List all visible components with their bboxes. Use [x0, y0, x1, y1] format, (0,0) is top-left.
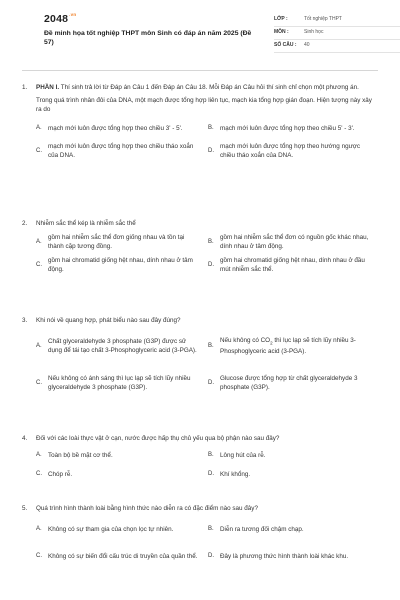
- option-letter: B.: [208, 525, 214, 532]
- question-5: [22, 504, 378, 568]
- option-a[interactable]: [36, 517, 208, 541]
- options-grid: [36, 517, 378, 568]
- question-number: 4.: [22, 435, 28, 442]
- question-1: [22, 83, 378, 161]
- part-instruction: Thí sinh trả lời từ Đáp án Câu 1 đến Đáp án Câu 18. Mỗi Đáp án Câu hỏi thí sinh chỉ chọn một phương án.: [60, 84, 359, 91]
- meta-value: Sinh học: [304, 29, 324, 36]
- option-letter: C.: [36, 552, 42, 559]
- header-divider: [22, 70, 378, 71]
- option-a[interactable]: [36, 118, 208, 138]
- option-text: Diễn ra tương đối chậm chạp.: [220, 525, 304, 533]
- option-text: Toàn bộ bề mặt cơ thể.: [48, 451, 113, 459]
- option-letter: C.: [36, 261, 42, 268]
- option-text: mạch mới luôn được tổng hợp theo chiều tháo xoắn của DNA.: [48, 143, 194, 160]
- option-text-part: Nếu không có CO: [220, 337, 271, 345]
- logo-suffix: .vn: [69, 12, 77, 17]
- exam-meta: [274, 14, 400, 53]
- option-b[interactable]: [208, 232, 380, 252]
- option-letter: B.: [208, 125, 214, 132]
- option-letter: D.: [208, 261, 214, 268]
- option-b[interactable]: [208, 447, 380, 463]
- option-text: Nếu không có ánh sáng thì lục lạp sẽ tích lũy nhiều glyceraldehyde 3 phosphate (G3P).: [48, 375, 191, 392]
- option-c[interactable]: [36, 141, 208, 161]
- option-text: Đây là phương thức hình thành loài khác khu.: [220, 552, 349, 560]
- option-c[interactable]: [36, 544, 208, 568]
- option-a[interactable]: [36, 232, 208, 252]
- option-text: gồm hai chromatid giống hệt nhau, dính nhau ở tâm động.: [48, 257, 193, 274]
- question-text: Nhiễm sắc thể kép là nhiễm sắc thể: [36, 220, 136, 227]
- option-text: Không có sự biến đổi cấu trúc di truyền của quần thể.: [48, 552, 198, 560]
- option-letter: B.: [208, 342, 214, 349]
- option-text: Khí khổng.: [220, 470, 251, 478]
- question-2: [22, 219, 378, 275]
- site-logo[interactable]: [44, 12, 76, 27]
- meta-row-count: [274, 40, 400, 53]
- option-a[interactable]: [36, 329, 208, 363]
- option-text: mạch mới luôn được tổng hợp theo hướng ngược chiều tháo xoắn của DNA.: [220, 143, 361, 160]
- question-text: Khi nói về quang hợp, phát biểu nào sau đây đúng?: [36, 317, 181, 324]
- option-d[interactable]: [208, 255, 380, 275]
- option-letter: C.: [36, 379, 42, 386]
- option-a[interactable]: [36, 447, 208, 463]
- meta-value: 40: [304, 42, 310, 49]
- option-letter: A.: [36, 451, 42, 458]
- option-letter: D.: [208, 148, 214, 155]
- option-letter: D.: [208, 552, 214, 559]
- question-text: Đối với các loài thực vật ở cạn, nước được hấp thụ chủ yếu qua bộ phận nào sau đây?: [36, 435, 280, 442]
- option-letter: A.: [36, 125, 42, 132]
- option-text: mạch mới luôn được tổng hợp theo chiều 3' - 5'.: [48, 124, 183, 132]
- question-number: 2.: [22, 220, 28, 227]
- option-d[interactable]: [208, 141, 380, 161]
- meta-value: Tốt nghiệp THPT: [304, 16, 342, 23]
- option-text: gồm hai nhiễm sắc thể đơn có nguồn gốc khác nhau, dính nhau ở tâm động.: [220, 234, 369, 251]
- option-letter: A.: [36, 238, 42, 245]
- option-letter: A.: [36, 525, 42, 532]
- question-number: 3.: [22, 317, 28, 324]
- option-b[interactable]: [208, 118, 380, 138]
- question-number: 5.: [22, 505, 28, 512]
- option-text: gồm hai chromatid giống hệt nhau, dính nhau ở đầu mút nhiễm sắc thể.: [220, 257, 365, 274]
- option-text: Chất glyceraldehyde 3 phosphate (G3P) được sử dụng để tái tạo chất 3-Phosphoglyceric acid (3-PGA).: [48, 338, 197, 355]
- option-letter: D.: [208, 379, 214, 386]
- meta-key: SỐ CÂU :: [274, 42, 297, 49]
- option-letter: B.: [208, 238, 214, 245]
- option-b[interactable]: [208, 517, 380, 541]
- option-text: Glucose được tổng hợp từ chất glyceraldehyde 3 phosphate (G3P).: [220, 375, 358, 392]
- option-c[interactable]: [36, 366, 208, 400]
- option-letter: C.: [36, 148, 42, 155]
- question-4: [22, 434, 378, 482]
- options-grid: [36, 447, 378, 482]
- question-3: [22, 316, 378, 400]
- option-text: [220, 336, 380, 356]
- meta-row-subject: [274, 27, 400, 40]
- option-text-part: thì lục lạp sẽ tích lũy nhiều 3-Phosphoglyceric acid (3-PGA).: [220, 337, 356, 355]
- meta-key: LỚP :: [274, 16, 288, 23]
- options-grid: [36, 329, 378, 400]
- option-text: gồm hai nhiễm sắc thể đơn giống nhau và tồn tại thành cặp tương đồng.: [48, 234, 185, 251]
- option-text: Chóp rễ.: [48, 470, 73, 478]
- option-text: mạch mới luôn được tổng hợp theo chiều 5' - 3'.: [220, 124, 355, 132]
- option-letter: C.: [36, 470, 42, 477]
- option-d[interactable]: [208, 366, 380, 400]
- page-header: [22, 0, 378, 68]
- option-letter: B.: [208, 451, 214, 458]
- meta-row-class: [274, 14, 400, 27]
- question-text: Trong quá trình nhân đôi của DNA, một mạch được tổng hợp liên tục, mạch kia tổng hợp gián đoạn. Hiện tượng này xảy ra do: [36, 97, 372, 114]
- options-grid: [36, 118, 378, 161]
- question-number: 1.: [22, 84, 28, 91]
- part-label: PHẦN I.: [36, 84, 60, 91]
- question-text: Quá trình hình thành loài bằng hình thức nào diễn ra có đặc điểm nào sau đây?: [36, 505, 258, 512]
- option-letter: A.: [36, 342, 42, 349]
- option-c[interactable]: [36, 466, 208, 482]
- option-letter: D.: [208, 470, 214, 477]
- option-text: Không có sự tham gia của chọn lọc tự nhiên.: [48, 525, 174, 533]
- page-title: Đề minh họa tốt nghiệp THPT môn Sinh có đáp án năm 2025 (Đề 57): [44, 30, 252, 47]
- option-d[interactable]: [208, 544, 380, 568]
- option-b[interactable]: [208, 329, 380, 363]
- option-c[interactable]: [36, 255, 208, 275]
- meta-key: MÔN :: [274, 29, 289, 36]
- options-grid: [36, 232, 378, 275]
- logo-main: 2048: [44, 13, 69, 25]
- option-text: Lông hút của rễ.: [220, 451, 266, 459]
- option-d[interactable]: [208, 466, 380, 482]
- subscript: 2: [270, 340, 273, 346]
